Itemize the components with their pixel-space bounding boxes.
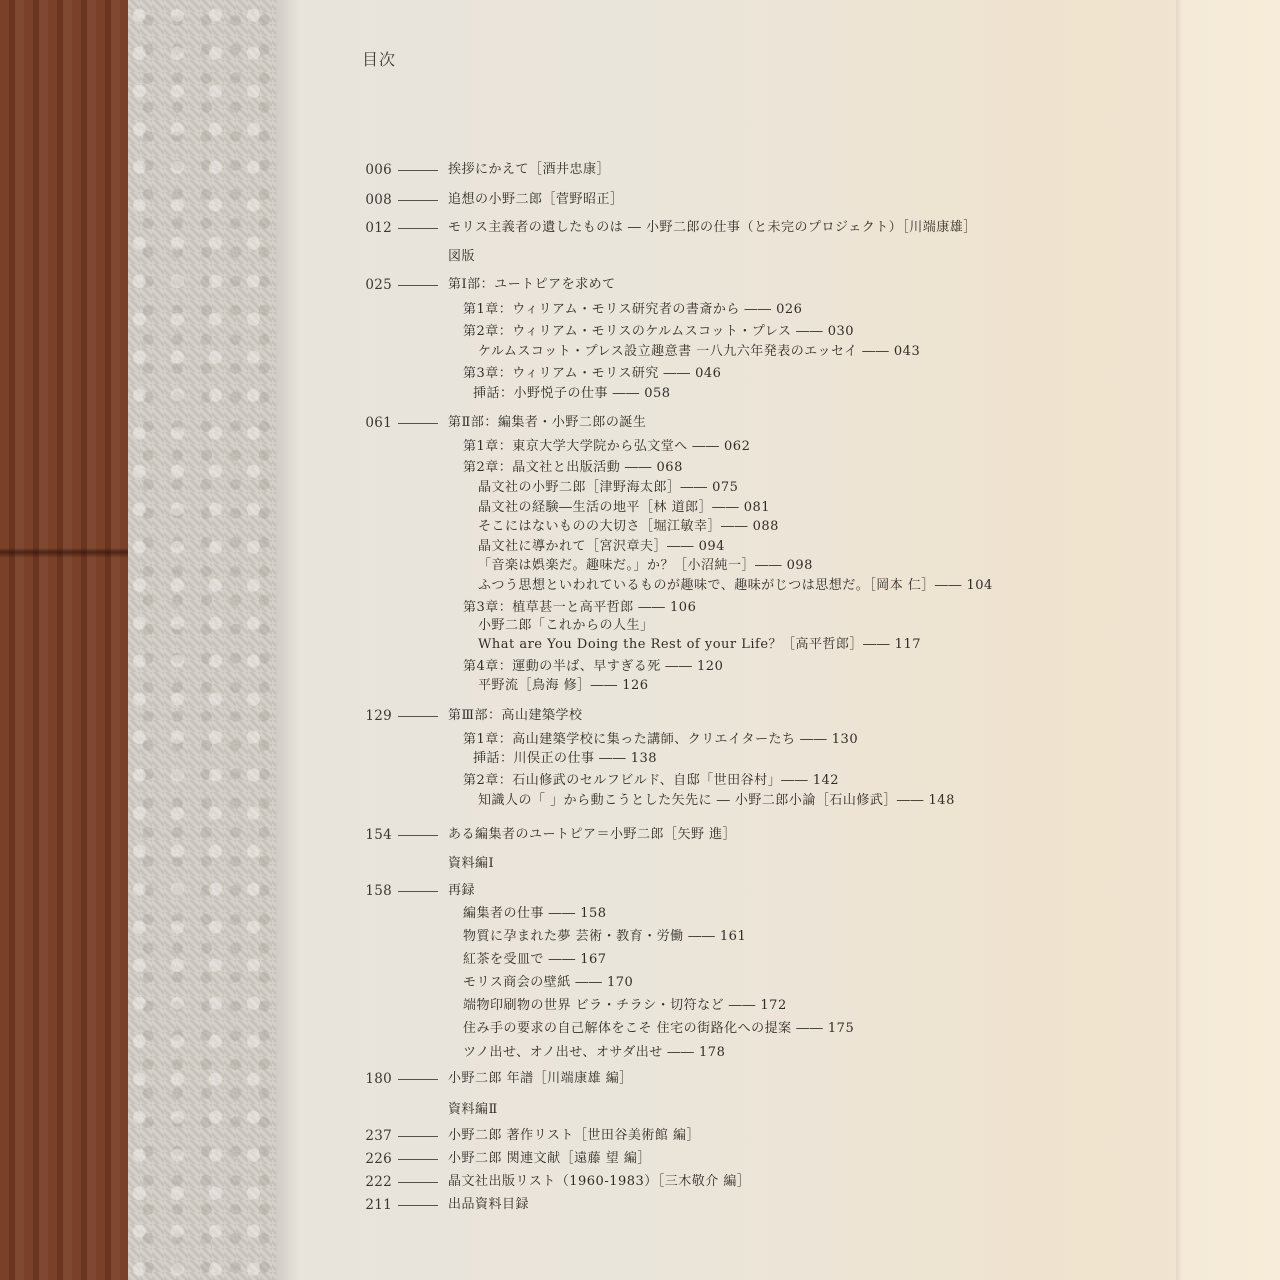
toc-leader-rule <box>398 716 438 717</box>
toc-entry-text: 第1章：東京大学大学院から弘文堂へ ―― 062 <box>463 439 751 454</box>
toc-entry-text: 晶文社の経験―生活の地平［林 道郎］―― 081 <box>478 500 771 515</box>
toc-entry-text: 小野二郎 著作リスト［世田谷美術館 編］ <box>448 1128 701 1143</box>
toc-entry-text: What are You Doing the Rest of your Life？［高平哲郎］―― 117 <box>478 637 921 652</box>
toc-page-number: 129 <box>365 708 392 724</box>
toc-entry-text: 第3章：ウィリアム・モリス研究 ―― 046 <box>463 366 722 381</box>
table-surface <box>0 0 128 1280</box>
toc-entry-text: モリス主義者の遺したものは ― 小野二郎の仕事（と未完のプロジェクト）［川端康雄］ <box>448 220 977 235</box>
toc-page-number: 237 <box>365 1128 392 1144</box>
toc-entry-text: 第Ⅲ部：高山建築学校 <box>448 708 583 723</box>
page-gutter-shadow <box>276 0 300 1280</box>
toc-entry-text: 晶文社に導かれて［宮沢章夫］―― 094 <box>478 539 725 554</box>
toc-entry-text: ふつう思想といわれているものが趣味で、趣味がじつは思想だ。［岡本 仁］―― 104 <box>478 578 993 593</box>
toc-entry-text: 物質に孕まれた夢 芸術・教育・労働 ―― 161 <box>463 929 747 944</box>
toc-entry-text: 紅茶を受皿で ―― 167 <box>463 952 607 967</box>
toc-entry-text: 小野二郎「これからの人生」 <box>478 618 654 633</box>
toc-entry-text: 出品資料目録 <box>448 1197 530 1212</box>
toc-leader-rule <box>398 835 438 836</box>
toc-page-number: 006 <box>365 162 392 178</box>
toc-entry-text: 資料編Ⅱ <box>448 1102 498 1117</box>
toc-entry-text: 住み手の要求の自己解体をこそ 住宅の街路化への提案 ―― 175 <box>463 1021 855 1036</box>
toc-entry-text: 再録 <box>448 883 476 898</box>
toc-entry-text: 「音楽は娯楽だ。趣味だ。」か？［小沼純一］―― 098 <box>478 558 813 573</box>
toc-leader-rule <box>398 423 438 424</box>
toc-entry-text: 端物印刷物の世界 ビラ・チラシ・切符など ―― 172 <box>463 998 787 1013</box>
toc-page-number: 222 <box>365 1174 392 1190</box>
toc-entry-text: 第2章：石山修武のセルフビルド、自邸「世田谷村」―― 142 <box>463 773 840 788</box>
toc-page-number: 025 <box>365 277 392 293</box>
toc-entry-text: ツノ出せ、オノ出せ、オサダ出せ ―― 178 <box>463 1045 726 1060</box>
toc-entry-text: 第1章：ウィリアム・モリス研究者の書斎から ―― 026 <box>463 302 803 317</box>
toc-page-number: 158 <box>365 883 392 899</box>
folded-page-flap <box>1176 0 1280 1280</box>
toc-leader-rule <box>398 1182 438 1183</box>
toc-leader-rule <box>398 228 438 229</box>
toc-entry-text: 第2章：ウィリアム・モリスのケルムスコット・プレス ―― 030 <box>463 324 855 339</box>
toc-leader-rule <box>398 1159 438 1160</box>
toc-entry-text: 資料編Ⅰ <box>448 856 495 871</box>
toc-entry-text: 編集者の仕事 ―― 158 <box>463 906 607 921</box>
toc-page-number: 211 <box>365 1197 392 1213</box>
toc-entry-text: 第Ⅱ部：編集者・小野二郎の誕生 <box>448 415 647 430</box>
toc-entry-text: 第Ⅰ部：ユートピアを求めて <box>448 277 616 292</box>
toc-entry-text: 挿話：川俣正の仕事 ―― 138 <box>473 751 658 766</box>
toc-leader-rule <box>398 285 438 286</box>
toc-entry-text: 小野二郎 関連文献［遠藤 望 編］ <box>448 1151 651 1166</box>
toc-entry-text: 平野流［鳥海 修］―― 126 <box>478 678 649 693</box>
toc-entry-text: 第1章：高山建築学校に集った講師、クリエイターたち ―― 130 <box>463 732 859 747</box>
toc-page-number: 180 <box>365 1071 392 1087</box>
toc-leader-rule <box>398 1079 438 1080</box>
toc-entry-text: 第3章：植草甚一と高平哲郎 ―― 106 <box>463 600 697 615</box>
toc-entry-text: 図版 <box>448 249 476 264</box>
toc-entry-text: 小野二郎 年譜［川端康雄 編］ <box>448 1071 633 1086</box>
toc-entry-text: 挿話：小野悦子の仕事 ―― 058 <box>473 386 671 401</box>
toc-leader-rule <box>398 1205 438 1206</box>
toc-page-number: 008 <box>365 192 392 208</box>
toc-leader-rule <box>398 891 438 892</box>
toc-page-number: 012 <box>365 220 392 236</box>
toc-leader-rule <box>398 170 438 171</box>
toc-page-number: 061 <box>365 415 392 431</box>
toc-page-number: 154 <box>365 827 392 843</box>
toc-entry-text: 追想の小野二郎［菅野昭正］ <box>448 192 624 207</box>
toc-entry-text: 晶文社出版リスト（1960-1983）［三木敬介 編］ <box>448 1174 751 1189</box>
toc-page-number: 226 <box>365 1151 392 1167</box>
toc-entry-text: そこにはないものの大切さ［堀江敏幸］―― 088 <box>478 519 779 534</box>
toc-entry-text: ケルムスコット・プレス設立趣意書 一八九六年発表のエッセイ ―― 043 <box>478 344 921 359</box>
toc-entry-text: 第2章：晶文社と出版活動 ―― 068 <box>463 460 683 475</box>
toc-leader-rule <box>398 200 438 201</box>
toc-entry-text: 知識人の「 」から動こうとした矢先に ― 小野二郎小論［石山修武］―― 148 <box>478 793 955 808</box>
toc-entry-text: モリス商会の壁紙 ―― 170 <box>463 975 634 990</box>
toc-entry-text: ある編集者のユートピア＝小野二郎［矢野 進］ <box>448 827 737 842</box>
toc-heading: 目次 <box>362 50 397 69</box>
toc-entry-text: 挨拶にかえて［酒井忠康］ <box>448 162 611 177</box>
toc-entry-text: 第4章：運動の半ば、早すぎる死 ―― 120 <box>463 659 724 674</box>
toc-leader-rule <box>398 1136 438 1137</box>
patterned-endpaper <box>128 0 276 1280</box>
toc-entry-text: 晶文社の小野二郎［津野海太郎］―― 075 <box>478 480 739 495</box>
